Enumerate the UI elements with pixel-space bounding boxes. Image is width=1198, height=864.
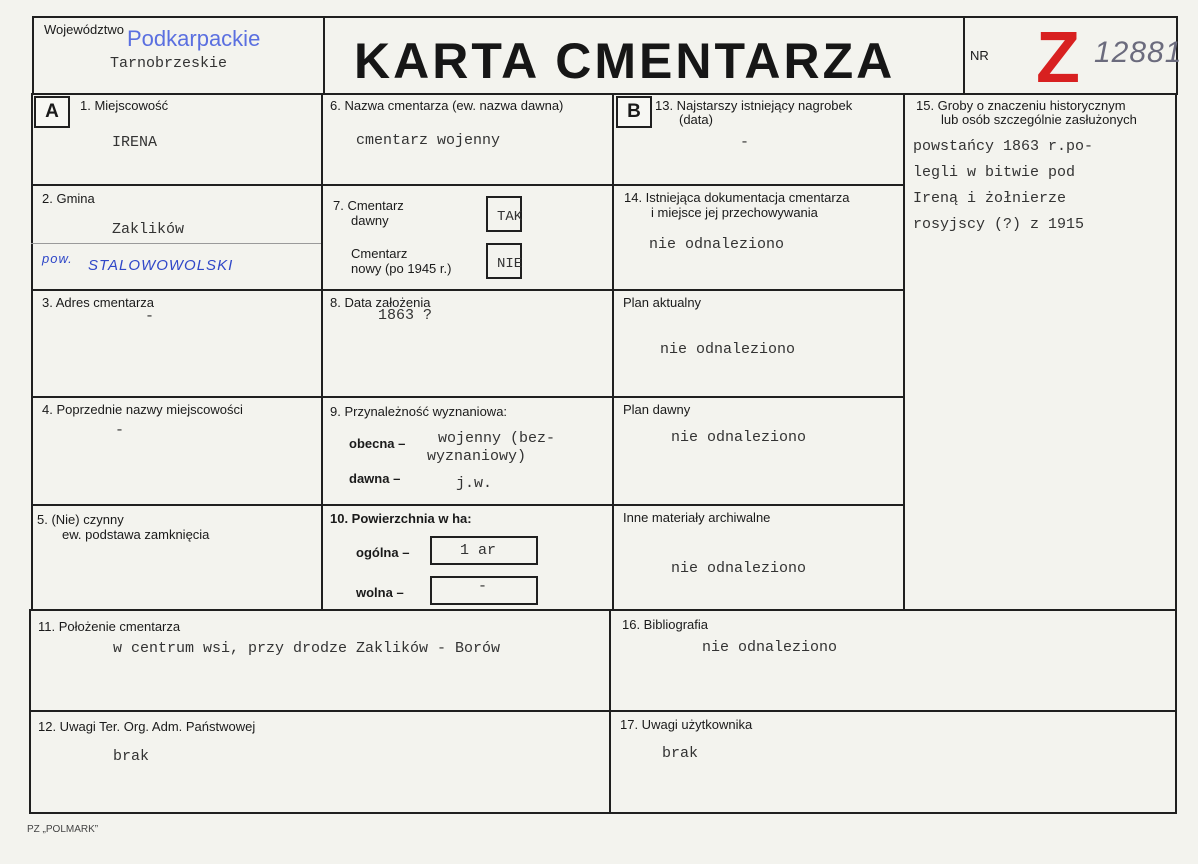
rule [31, 609, 1177, 611]
field-14-label-line1: 14. Istniejąca dokumentacja cmentarza [624, 190, 850, 205]
field-6-label: 6. Nazwa cmentarza (ew. nazwa dawna) [330, 98, 564, 113]
field-12-value: brak [113, 748, 150, 765]
plan-aktualny-label: Plan aktualny [623, 295, 702, 310]
voivodeship-label: Województwo [44, 22, 124, 37]
rule [29, 609, 31, 814]
nr-number: 12881 [1094, 36, 1183, 69]
rule [31, 93, 33, 611]
field-15-value-line: Ireną i żołnierze [913, 190, 1067, 207]
rule [31, 504, 613, 506]
rule [31, 710, 1177, 712]
field-1-value: IRENA [112, 134, 158, 151]
rule [31, 184, 613, 186]
field-7-nowy-line2: nowy (po 1945 r.) [351, 261, 452, 276]
ogolna-value: 1 ar [460, 542, 497, 559]
dawny-value: TAK [497, 209, 523, 225]
field-2-value: Zaklików [112, 221, 185, 238]
rule [33, 16, 1178, 18]
field-13-label-line2: (data) [679, 112, 713, 127]
inne-materialy-label: Inne materiały archiwalne [623, 510, 771, 525]
field-15-value-line: powstańcy 1863 r.po- [913, 138, 1094, 155]
rule [323, 16, 325, 94]
field-3-value: - [145, 308, 155, 325]
rule [32, 93, 1178, 95]
field-17-value: brak [662, 745, 699, 762]
inne-materialy-value: nie odnaleziono [671, 560, 807, 577]
nr-letter: Z [1036, 18, 1080, 98]
rule [612, 93, 614, 611]
powiat-prefix: pow. [42, 251, 73, 266]
field-14-value: nie odnaleziono [649, 236, 785, 253]
rule [321, 93, 323, 611]
dawna-value: j.w. [456, 475, 493, 492]
rule [29, 812, 1177, 814]
field-8-value: 1863 ? [378, 307, 433, 324]
field-6-value: cmentarz wojenny [356, 132, 501, 149]
rule [31, 396, 613, 398]
rule [612, 184, 904, 186]
field-15-value-line: rosyjscy (?) z 1915 [913, 216, 1085, 233]
rule [31, 289, 613, 291]
plan-aktualny-value: nie odnaleziono [660, 341, 796, 358]
voivodeship-old: Tarnobrzeskie [110, 55, 228, 72]
nowy-value: NIE [497, 256, 523, 272]
field-7-nowy-line1: Cmentarz [351, 246, 408, 261]
field-4-label: 4. Poprzednie nazwy miejscowości [42, 402, 243, 417]
rule [612, 396, 904, 398]
rule [963, 16, 965, 94]
field-11-value: w centrum wsi, przy drodze Zaklików - Borów [113, 640, 501, 657]
field-12-label: 12. Uwagi Ter. Org. Adm. Państwowej [38, 719, 256, 734]
field-9-label: 9. Przynależność wyznaniowa: [330, 404, 508, 419]
plan-dawny-label: Plan dawny [623, 402, 691, 417]
field-5-label-line2: ew. podstawa zamknięcia [62, 527, 210, 542]
section-a-marker: A [34, 96, 70, 128]
field-2-label: 2. Gmina [42, 191, 95, 206]
field-13-value: - [740, 134, 750, 151]
field-16-label: 16. Bibliografia [622, 617, 708, 632]
card-title: KARTA CMENTARZA [354, 33, 896, 89]
field-10-label: 10. Powierzchnia w ha: [330, 511, 472, 526]
wolna-value: - [478, 578, 488, 595]
obecna-value-line2: wyznaniowy) [427, 448, 527, 465]
nr-label: NR [970, 48, 989, 63]
rule [903, 93, 905, 611]
plan-dawny-value: nie odnaleziono [671, 429, 807, 446]
field-7-dawny-line2: dawny [351, 213, 389, 228]
dawna-label: dawna – [349, 471, 401, 486]
rule [612, 289, 904, 291]
rule [609, 609, 611, 813]
obecna-value-line1: wojenny (bez- [438, 430, 556, 447]
field-15-label-line1: 15. Groby o znaczeniu historycznym [916, 98, 1126, 113]
printer-imprint: PZ „POLMARK” [27, 824, 99, 835]
field-8-label: 8. Data założenia [330, 295, 431, 310]
rule [612, 504, 904, 506]
rule [31, 243, 321, 244]
field-11-label: 11. Położenie cmentarza [38, 619, 181, 634]
field-14-label-line2: i miejsce jej przechowywania [651, 205, 818, 220]
field-17-label: 17. Uwagi użytkownika [620, 717, 753, 732]
field-3-label: 3. Adres cmentarza [42, 295, 154, 310]
field-15-value-line: legli w bitwie pod [913, 164, 1076, 181]
ogolna-label: ogólna – [356, 545, 410, 560]
field-15-label-line2: lub osób szczególnie zasłużonych [941, 112, 1137, 127]
rule [32, 16, 34, 94]
wolna-label: wolna – [356, 585, 404, 600]
voivodeship-stamp: Podkarpackie [127, 26, 261, 51]
rule [1175, 609, 1177, 813]
powiat-value: STALOWOWOLSKI [88, 257, 234, 274]
field-13-label-line1: 13. Najstarszy istniejący nagrobek [655, 98, 853, 113]
field-1-label: 1. Miejscowość [80, 98, 169, 113]
field-5-label-line1: 5. (Nie) czynny [37, 512, 124, 527]
rule [1175, 93, 1177, 611]
section-b-marker: B [616, 96, 652, 128]
field-16-value: nie odnaleziono [702, 639, 838, 656]
field-7-dawny-line1: 7. Cmentarz [333, 198, 404, 213]
field-4-value: - [115, 422, 125, 439]
obecna-label: obecna – [349, 436, 406, 451]
